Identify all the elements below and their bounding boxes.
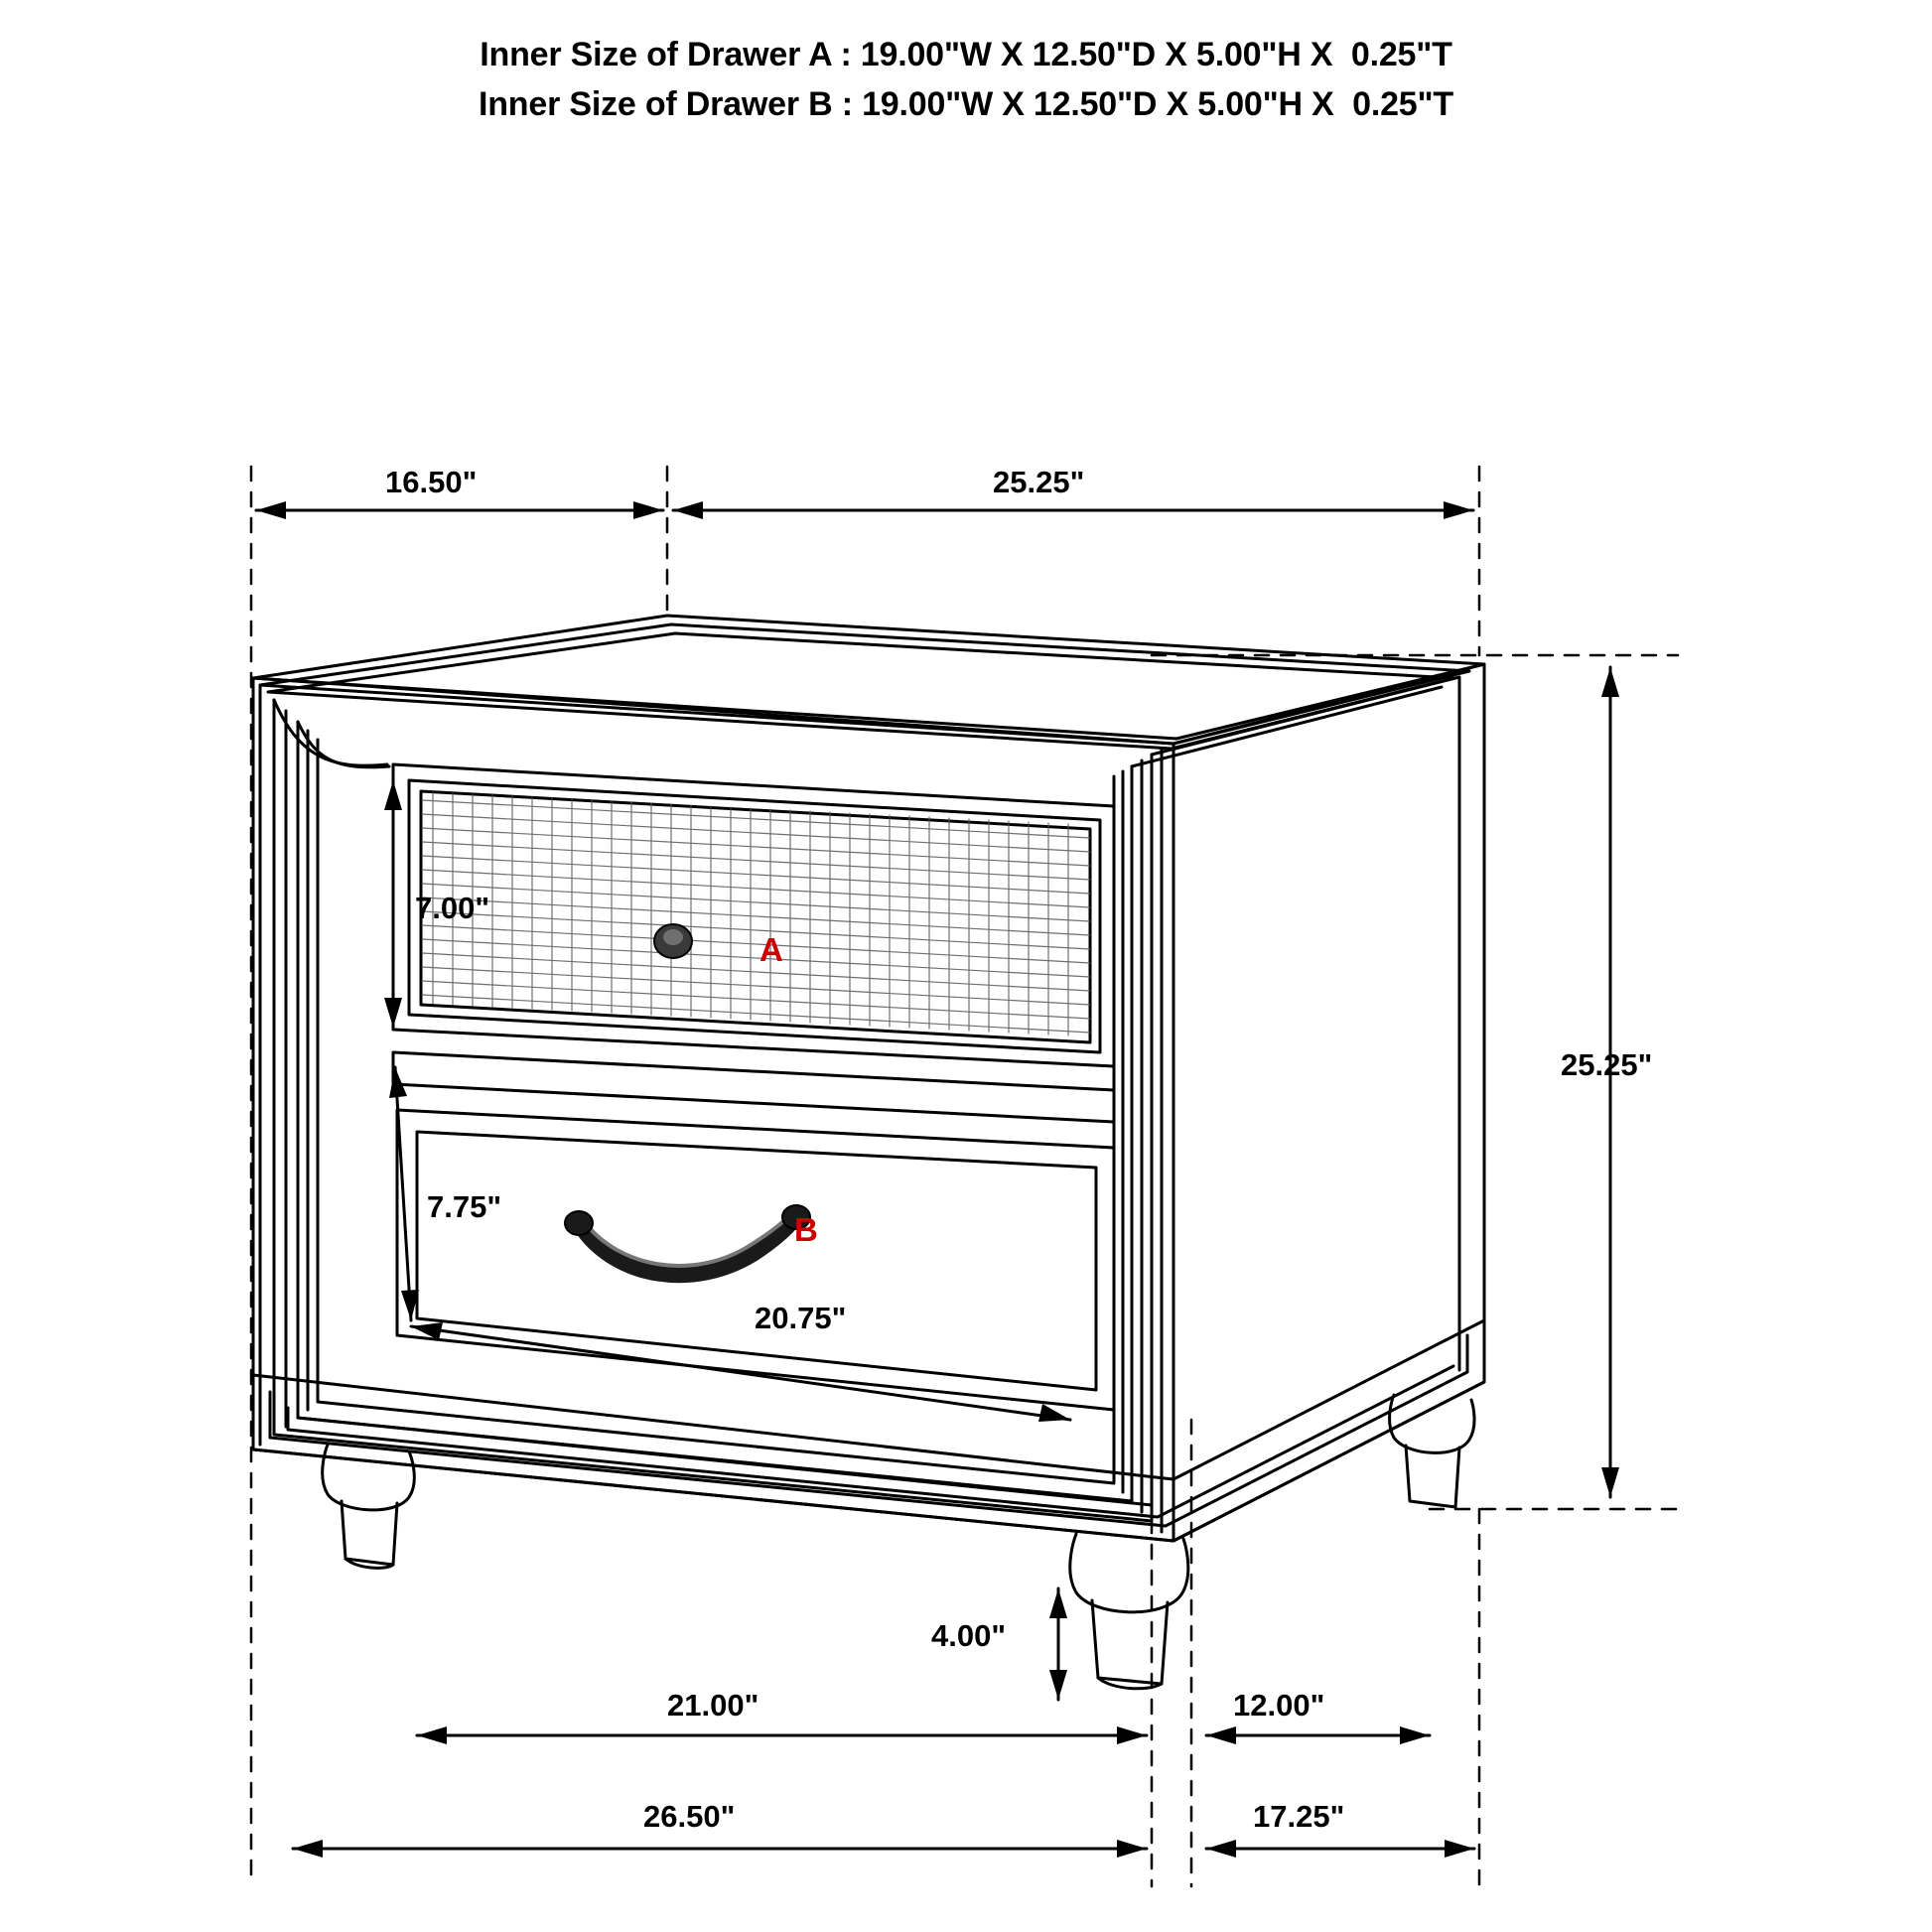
leg-front-right xyxy=(1070,1534,1188,1689)
drawer-b-handle xyxy=(565,1205,810,1275)
dim-label-top-right-width: 25.25" xyxy=(993,465,1085,499)
cabinet-right-pilaster xyxy=(1123,750,1162,1532)
dim-label-drawer-a-height: 7.00" xyxy=(415,891,490,925)
dim-drawer-b-height xyxy=(389,1067,419,1320)
top-moulding-curve xyxy=(274,700,389,767)
cabinet-top xyxy=(253,616,1484,749)
header-line-drawer-a: Inner Size of Drawer A : 19.00"W X 12.50"D X 5.00"H X 0.25"T xyxy=(480,36,1452,73)
dim-label-drawer-b-width: 20.75" xyxy=(755,1301,847,1335)
extension-lines xyxy=(251,467,1678,1886)
dim-overall-row xyxy=(293,1840,1474,1858)
cabinet-left-pilaster xyxy=(260,685,308,1445)
dim-drawer-a-height xyxy=(384,780,402,1028)
dim-drawer-b-width xyxy=(411,1322,1070,1422)
dim-leg-height xyxy=(1049,1588,1067,1700)
drawer-a-knob xyxy=(654,924,692,958)
dim-label-base-side-depth: 12.00" xyxy=(1233,1688,1325,1723)
callout-drawer-b: B xyxy=(794,1211,818,1248)
dim-label-base-front-width: 21.00" xyxy=(667,1688,759,1723)
dim-label-leg-height: 4.00" xyxy=(931,1618,1007,1653)
dim-label-drawer-b-height: 7.75" xyxy=(427,1189,502,1224)
dim-label-overall-height: 25.25" xyxy=(1561,1047,1653,1082)
header-line-drawer-b: Inner Size of Drawer B : 19.00"W X 12.50"D X 5.00"H X 0.25"T xyxy=(478,85,1453,123)
dim-label-overall-side-depth: 17.25" xyxy=(1253,1799,1345,1834)
leg-back-right xyxy=(1390,1395,1474,1507)
drawer-divider-rail xyxy=(393,1052,1114,1122)
dim-top-row xyxy=(256,501,1473,519)
dim-label-overall-front-width: 26.50" xyxy=(643,1799,736,1834)
callout-drawer-a: A xyxy=(759,931,783,968)
dim-base-row xyxy=(417,1726,1430,1744)
cabinet-base xyxy=(253,1320,1484,1541)
dim-label-top-left-depth: 16.50" xyxy=(385,465,478,499)
